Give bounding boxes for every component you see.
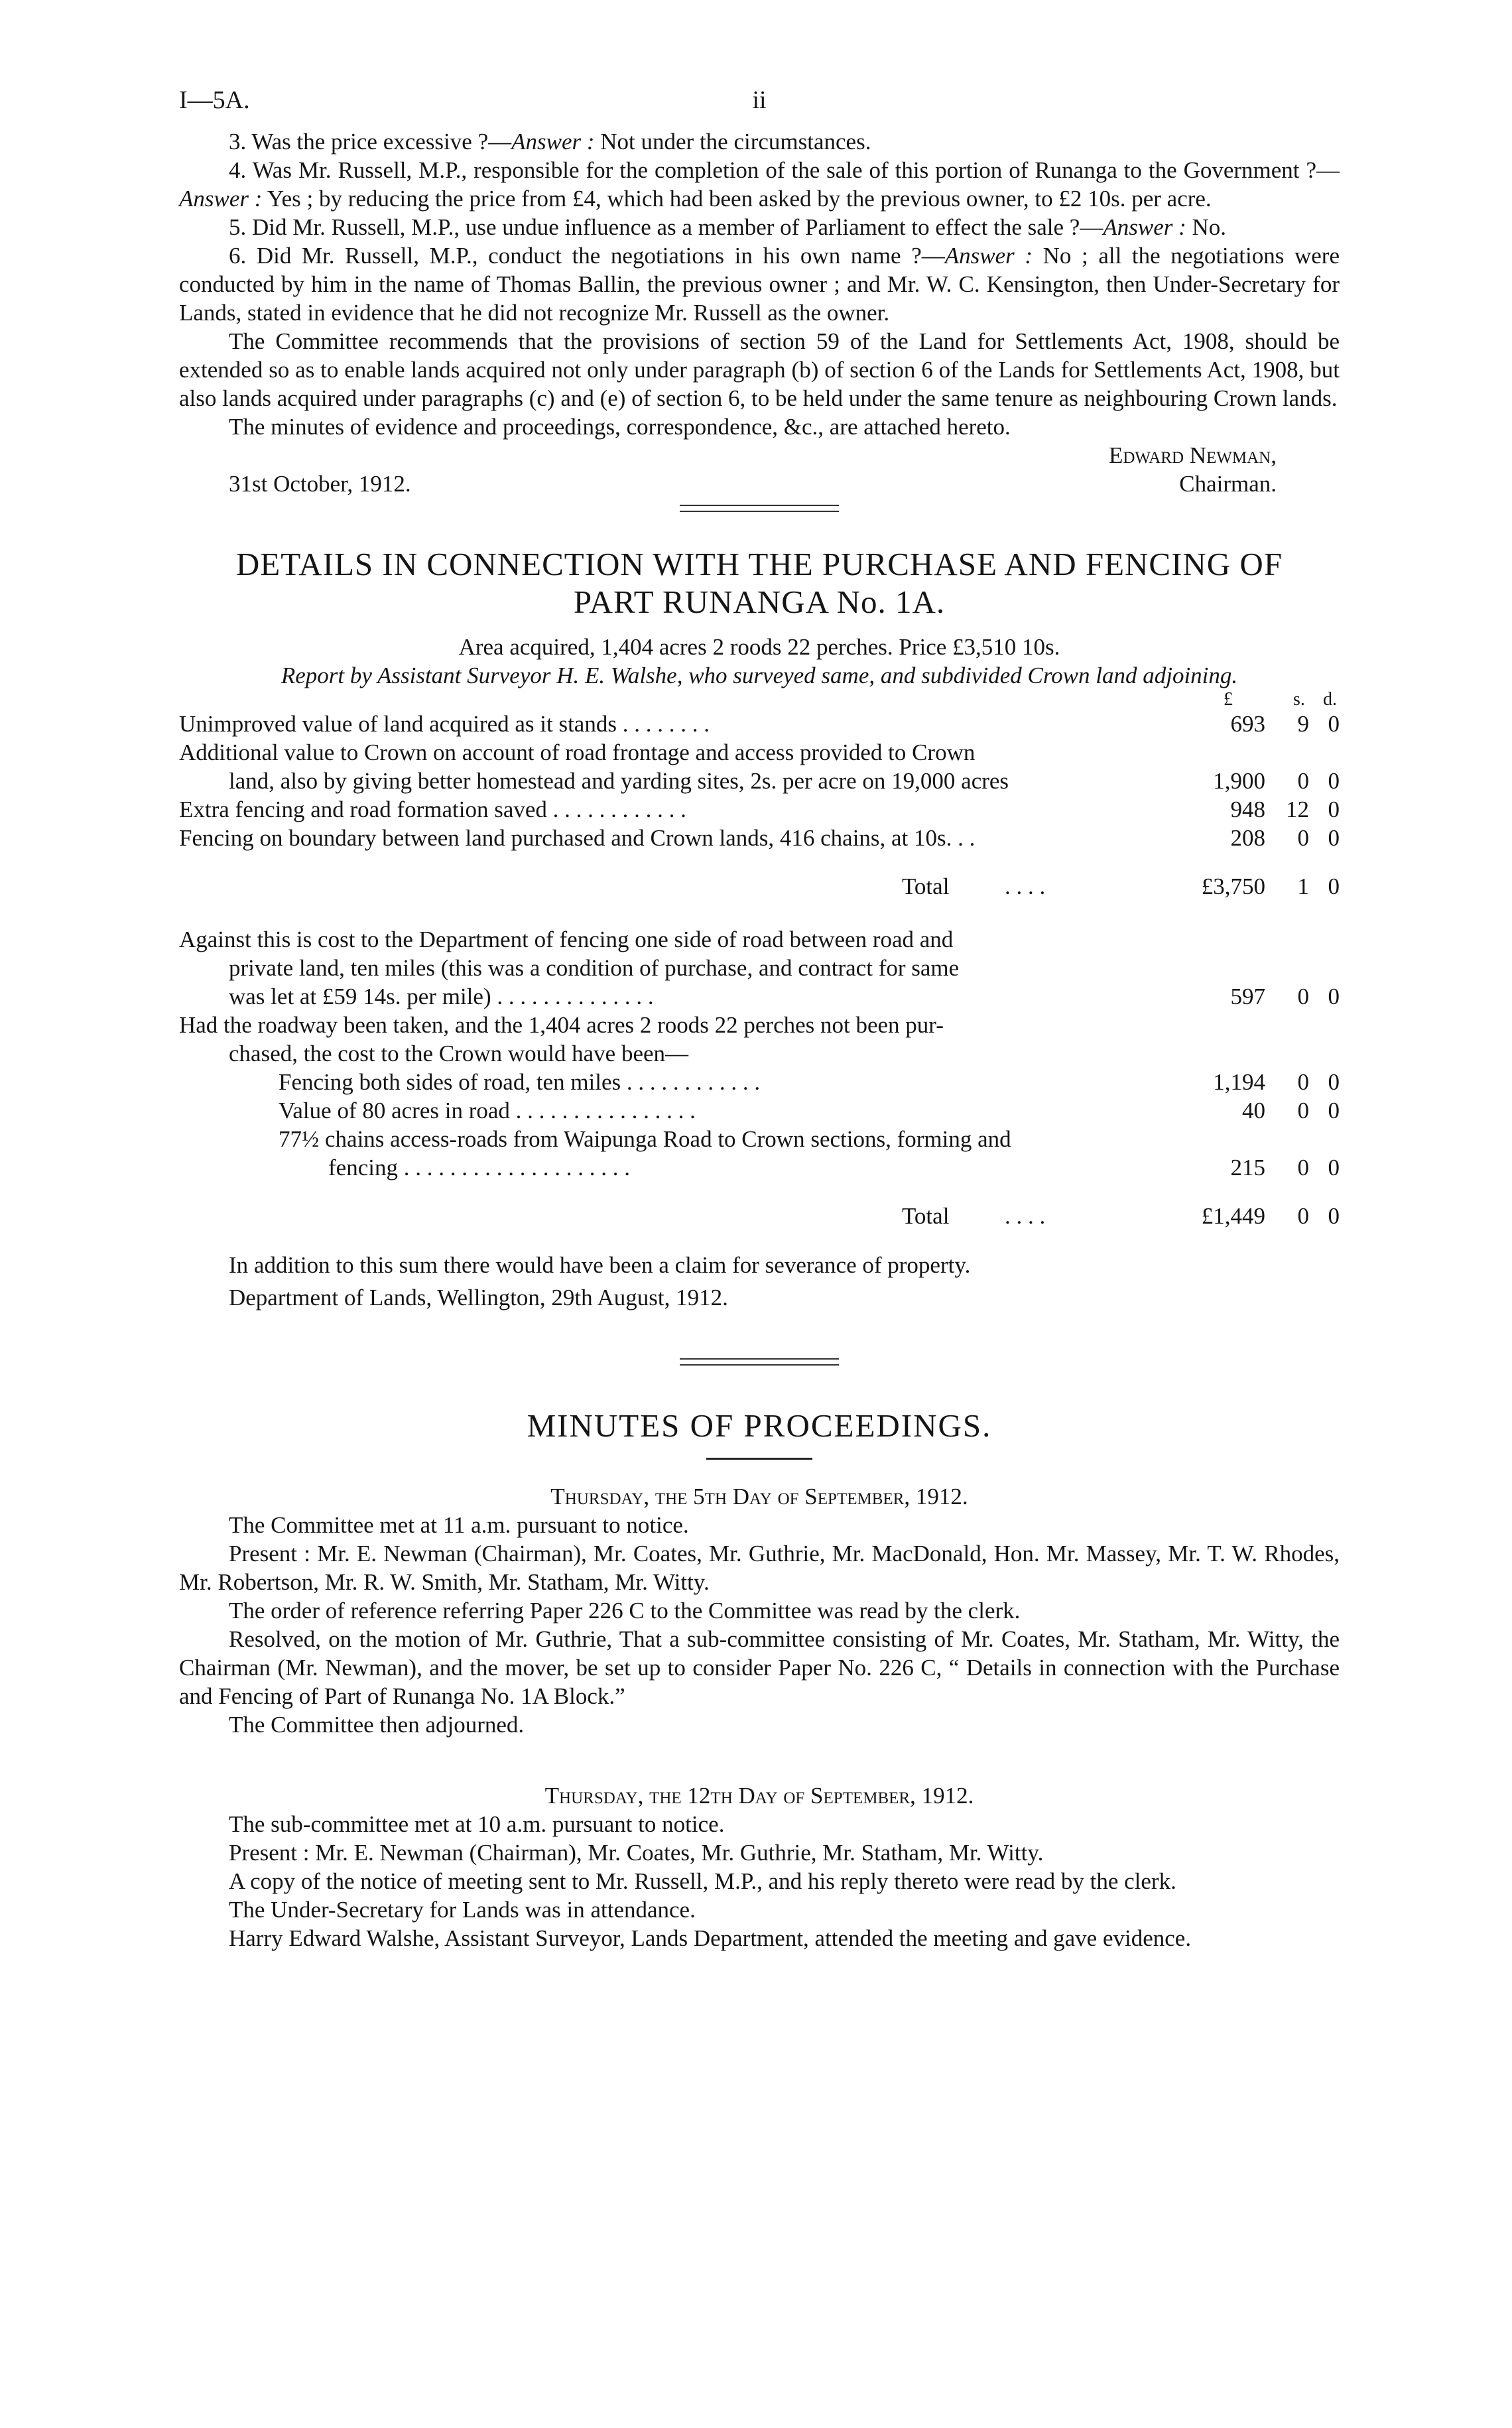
area-line: Area acquired, 1,404 acres 2 roods 22 perches. Price £3,510 10s. [458, 634, 1060, 660]
attached-note: The minutes of evidence and proceedings, correspondence, &c., are attached hereto. [229, 414, 1011, 440]
chairman-title: Chairman. [1179, 471, 1277, 497]
signature-block [179, 441, 1340, 498]
table-row: Unimproved value of land acquired as it stands . . . . . . . . 693 9 0 [179, 711, 1340, 737]
report-date: 31st October, 1912. [229, 471, 411, 497]
question-6: 6. Did Mr. Russell, M.P., conduct the negotiations in his own name ?—Answer : No ; all the negotiations were conducted by him in the name of Thomas Ballin, the previous owner ; and Mr. W. C. Kensington, then Under-Secretary for Lands, stated in evidence that he did not recognize Mr. Russell as the owner. [179, 243, 1340, 326]
table-row: 77½ chains access-roads from Waipunga Road to Crown sections, forming and fencing . . . . . . . . . . . . . . . . . . . . 215 0 0 [279, 1126, 1340, 1181]
page-header [179, 86, 1340, 127]
report-byline: Report by Assistant Surveyor H. E. Walshe, who surveyed same, and subdivided Crown land adjoining. [281, 663, 1238, 688]
table-row: Additional value to Crown on account of road frontage and access provided to Crown land, also by giving better homestead and yarding sites, 2s. per acre on 19,000 acres 1,900 0 0 [179, 739, 1340, 794]
page-number: ii [752, 86, 767, 114]
day2-heading: Thursday, the 12th Day of September, 1912. [544, 1783, 974, 1809]
recommendation-paragraph: The Committee recommends that the provisions of section 59 of the Land for Settlements Act, 1908, should be extended so as to enable lands acquired not only under paragraph (b) of section 6 of the Lands for Settlements Act, 1908, but also lands acquired under paragraphs (c) and (e) of section 6, to be held under the same tenure as neighbouring Crown lands. [179, 328, 1340, 411]
question-3: 3. Was the price excessive ?—Answer : Not under the circumstances. [229, 129, 871, 155]
table-row: Had the roadway been taken, and the 1,404 acres 2 roods 22 perches not been pur- chased, the cost to the Crown would have been— [179, 1012, 944, 1066]
minute-paragraph: A copy of the notice of meeting sent to Mr. Russell, M.P., and his reply thereto were read by the clerk. [229, 1868, 1176, 1894]
day1-heading: Thursday, the 5th Day of September, 1912. [550, 1484, 968, 1509]
table-row: Fencing both sides of road, ten miles . . . . . . . . . . . . 1,194 0 0 [279, 1069, 1340, 1095]
details-title: DETAILS IN CONNECTION WITH THE PURCHASE AND FENCING OF PART RUNANGA No. 1A. [235, 546, 1283, 620]
questions-section [179, 127, 1340, 441]
minute-paragraph: Harry Edward Walshe, Assistant Surveyor, Lands Department, attended the meeting and gave evidence. [229, 1925, 1192, 1951]
department-line: Department of Lands, Wellington, 29th August, 1912. [229, 1285, 728, 1310]
day1-minutes [179, 1511, 1340, 1739]
table-row: Fencing on boundary between land purchased and Crown lands, 416 chains, at 10s. . . 208 0 0 [179, 825, 1340, 851]
day2-minutes [179, 1810, 1340, 1952]
title-underline [706, 1458, 812, 1460]
severance-note: In addition to this sum there would have been a claim for severance of property. [229, 1252, 971, 1278]
currency-column-headers: £ s. d. [1224, 689, 1337, 710]
question-5: 5. Did Mr. Russell, M.P., use undue influence as a member of Parliament to effect the sale ?—Answer : No. [229, 214, 1227, 240]
table-row: Against this is cost to the Department of fencing one side of road between road and private land, ten miles (this was a condition of purchase, and contract for same was let at £59 14s. per mile) . . . . . . . . . . . . . . 597 0 0 [179, 926, 1340, 1009]
minute-paragraph: The sub-committee met at 10 a.m. pursuant to notice. [229, 1811, 725, 1837]
minute-paragraph: The Under-Secretary for Lands was in attendance. [229, 1897, 696, 1923]
minute-paragraph: Present : Mr. E. Newman (Chairman), Mr. Coates, Mr. Guthrie, Mr. MacDonald, Hon. Mr. Massey, Mr. T. W. Rhodes, Mr. Robertson, Mr. R. W. Smith, Mr. Statham, Mr. Witty. [179, 1541, 1340, 1595]
paper-reference: I—5A. [179, 86, 250, 114]
cost-table [179, 690, 1340, 1238]
minutes-title: MINUTES OF PROCEEDINGS. [527, 1407, 992, 1444]
table-row: Extra fencing and road formation saved . . . . . . . . . . . . 948 12 0 [179, 797, 1340, 822]
section-divider [680, 505, 839, 512]
document-page [179, 86, 1340, 1952]
minute-paragraph: Resolved, on the motion of Mr. Guthrie, That a sub-committee consisting of Mr. Coates, Mr. Statham, Mr. Witty, the Chairman (Mr. Newman), and the mover, be set up to consider Paper No. 226 C, “ Details in connection with the Purchase and Fencing of Part of Runanga No. 1A Block.” [179, 1626, 1340, 1709]
minute-paragraph: The Committee met at 11 a.m. pursuant to notice. [229, 1512, 689, 1538]
minute-paragraph: The order of reference referring Paper 226 C to the Committee was read by the clerk. [229, 1598, 1021, 1624]
minute-paragraph: Present : Mr. E. Newman (Chairman), Mr. Coates, Mr. Guthrie, Mr. Statham, Mr. Witty. [229, 1840, 1044, 1866]
table-row: Value of 80 acres in road . . . . . . . . . . . . . . . . 40 0 0 [279, 1098, 1340, 1123]
section-divider [680, 1358, 839, 1366]
total-row: Total . . . . £3,750 1 0 [902, 873, 1340, 899]
question-4: 4. Was Mr. Russell, M.P., responsible for the completion of the sale of this portion of Runanga to the Government ?—Answer : Yes ; by reducing the price from £4, which had been asked by the previous owner, to £2 10s. per acre. [179, 157, 1340, 212]
minute-paragraph: The Committee then adjourned. [229, 1712, 525, 1738]
total-row: Total . . . . £1,449 0 0 [902, 1203, 1340, 1229]
chairman-name: Edward Newman, [1108, 442, 1277, 468]
